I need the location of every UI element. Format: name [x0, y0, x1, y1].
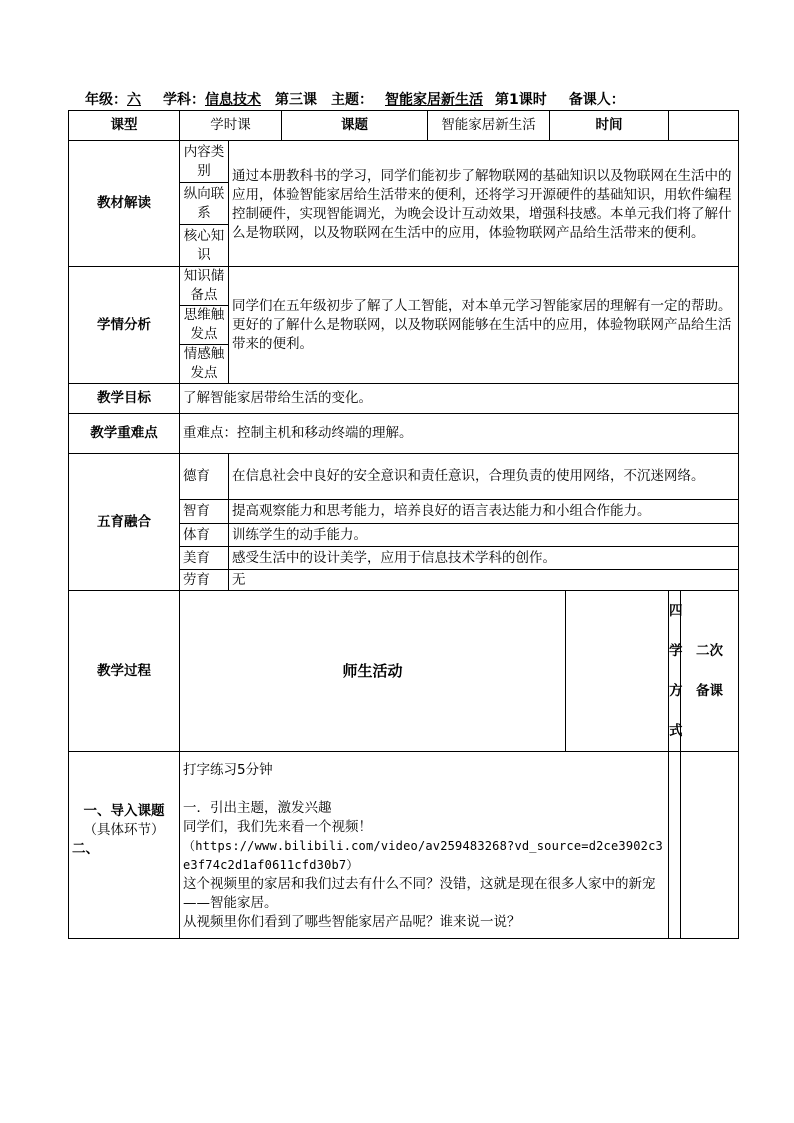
- method-label-line1: 四学: [669, 603, 683, 659]
- activity-spacer: [566, 591, 669, 752]
- intro-label: [69, 752, 180, 939]
- learners-sub-emotion: 情感触发点: [180, 345, 229, 384]
- material-sub-vertical-link: 纵向联系: [180, 183, 229, 225]
- material-row: [69, 141, 739, 183]
- activity-label: 师生活动: [180, 591, 566, 752]
- material-sub-core-knowledge: 核心知识: [180, 225, 229, 267]
- topic-label-cell: 课题: [282, 111, 428, 141]
- subject-label: 学科：: [163, 92, 205, 108]
- lesson-plan-table: [68, 110, 739, 939]
- five-edu-item-text: 提高观察能力和思考能力，培养良好的语言表达能力和小组合作能力。: [229, 500, 739, 524]
- intro-line-heading: 一．引出主题，激发兴趣: [183, 799, 332, 816]
- intro-line-typing: 打字练习5分钟: [183, 761, 273, 778]
- goal-row: [69, 384, 739, 414]
- five-edu-item-text: 训练学生的动手能力。: [229, 524, 739, 547]
- five-edu-item-text: 无: [229, 570, 739, 591]
- grade-label: 年级：: [85, 92, 127, 108]
- learners-sub-thinking: 思维触发点: [180, 306, 229, 345]
- intro-second-prep-cell: [681, 752, 739, 939]
- intro-method-cell: [669, 752, 681, 939]
- intro-row: [69, 752, 739, 939]
- intro-activity: [180, 752, 669, 939]
- process-header-row: [69, 591, 739, 752]
- course-type-label: 课型: [69, 111, 180, 141]
- intro-line-question: 这个视频里的家居和我们过去有什么不同？没错，这就是现在很多人家中的新宠——智能家居。: [183, 875, 656, 911]
- material-text: 通过本册教科书的学习，同学们能初步了解物联网的基础知识以及物联网在生活中的应用，体验智能家居给生活带来的便利，还将学习开源硬件的基础知识，用软件编程控制硬件，实现智能调光，为晚会设计互动效果，增强科技感。本单元我们将了解什么是物联网，以及物联网在生活中的应用，体验物联网产品给生活带来的便利。: [229, 141, 739, 267]
- five-edu-item-name: 德育: [180, 454, 229, 500]
- process-label: 教学过程: [69, 591, 180, 752]
- five-edu-item-text: 感受生活中的设计美学，应用于信息技术学科的创作。: [229, 547, 739, 570]
- five-edu-item-text: 在信息社会中良好的安全意识和责任意识，合理负责的使用网络，不沉迷网络。: [229, 454, 739, 500]
- key-points-label: 教学重难点: [69, 414, 180, 454]
- subject-value: 信息技术: [205, 92, 261, 108]
- five-edu-item-name: 劳育: [180, 570, 229, 591]
- intro-label-line1: 一、导入课题: [83, 803, 165, 819]
- material-sub-content-type: 内容类别: [180, 141, 229, 183]
- method-label: [669, 591, 681, 752]
- key-points-row: [69, 414, 739, 454]
- five-edu-label: 五育融合: [69, 454, 180, 591]
- second-prep-line2: 备课: [696, 683, 723, 699]
- second-prep-line1: 二次: [696, 643, 723, 659]
- lesson-number: 第三课: [275, 92, 317, 108]
- second-prep-label: [681, 591, 739, 752]
- five-edu-item-name: 体育: [180, 524, 229, 547]
- course-type-row: [69, 111, 739, 141]
- grade-value: 六: [127, 92, 141, 108]
- learners-label: 学情分析: [69, 267, 180, 384]
- preparer-label: 备课人：: [568, 92, 625, 108]
- course-type-value: 学时课: [180, 111, 282, 141]
- period: 第1课时: [495, 92, 547, 108]
- time-label-cell: 时间: [550, 111, 669, 141]
- video-link[interactable]: （https://www.bilibili.com/video/av259483268?vd_source=d2ce3902c3e3f74c2d1af0611cfd30b7）: [183, 838, 663, 872]
- five-edu-item-name: 美育: [180, 547, 229, 570]
- method-label-line2: 方式: [669, 683, 683, 739]
- intro-line-video: 同学们，我们先来看一个视频！: [183, 818, 372, 835]
- goal-label: 教学目标: [69, 384, 180, 414]
- learners-row: [69, 267, 739, 306]
- time-value-cell: [669, 111, 739, 141]
- intro-line-ask: 从视频里你们看到了哪些智能家居产品呢？谁来说一说？: [183, 913, 521, 930]
- document-header: [85, 89, 625, 109]
- goal-text: 了解智能家居带给生活的变化。: [180, 384, 739, 414]
- intro-label-line2: （具体环节）: [83, 822, 165, 838]
- intro-label-line3: 二、: [72, 841, 99, 857]
- topic-label: 主题：: [331, 92, 373, 108]
- key-points-text: 重难点：控制主机和移动终端的理解。: [180, 414, 739, 454]
- topic-value-cell: 智能家居新生活: [428, 111, 550, 141]
- material-label: 教材解读: [69, 141, 180, 267]
- topic-value: 智能家居新生活: [385, 92, 483, 108]
- learners-sub-knowledge: 知识储备点: [180, 267, 229, 306]
- five-edu-row: [69, 454, 739, 500]
- learners-text: 同学们在五年级初步了解了人工智能，对本单元学习智能家居的理解有一定的帮助。更好的了解什么是物联网，以及物联网能够在生活中的应用，体验物联网产品给生活带来的便利。: [229, 267, 739, 384]
- five-edu-item-name: 智育: [180, 500, 229, 524]
